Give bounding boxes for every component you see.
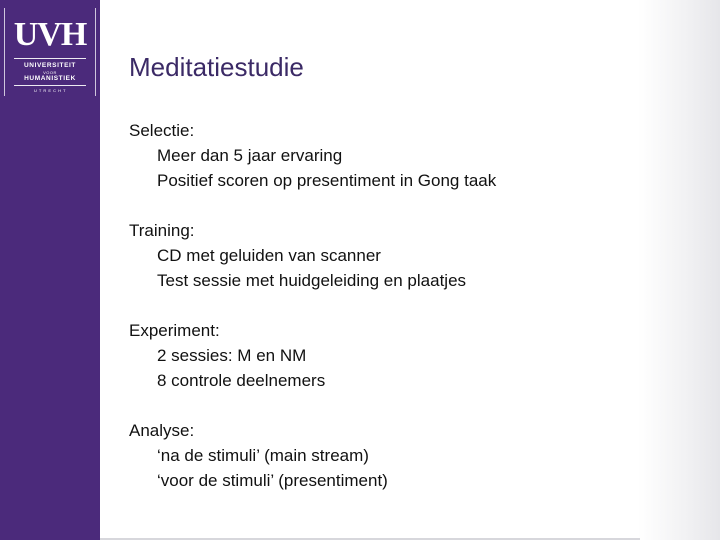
- section-analyse: [129, 418, 649, 493]
- section-heading: Training:: [129, 221, 195, 240]
- section-training: [129, 218, 649, 293]
- logo-mark: UVH: [13, 16, 87, 53]
- logo-line-1: UNIVERSITEIT: [24, 62, 76, 69]
- section-item: Positief scoren op presentiment in Gong taak: [157, 171, 497, 190]
- logo-line-2: VOOR: [43, 70, 57, 75]
- right-accent-strip: [638, 0, 720, 540]
- logo-line-3: HUMANISTIEK: [24, 75, 76, 82]
- section-heading: Experiment:: [129, 321, 220, 340]
- slide-content: [129, 118, 649, 518]
- section-item: Test sessie met huidgeleiding en plaatjes: [157, 271, 467, 290]
- section-item: ‘voor de stimuli’ (presentiment): [157, 471, 388, 490]
- section-item: 2 sessies: M en NM: [157, 346, 307, 365]
- university-logo: [4, 8, 96, 100]
- section-item: ‘na de stimuli’ (main stream): [157, 446, 369, 465]
- section-item: 8 controle deelnemers: [157, 371, 326, 390]
- sidebar: [0, 0, 100, 540]
- section-item: CD met geluiden van scanner: [157, 246, 381, 265]
- section-heading: Selectie:: [129, 121, 195, 140]
- section-experiment: [129, 318, 649, 393]
- slide-title: Meditatiestudie: [129, 52, 304, 82]
- section-selectie: [129, 118, 649, 193]
- section-heading: Analyse:: [129, 421, 195, 440]
- logo-divider-top: [14, 58, 86, 59]
- logo-divider-bottom: [14, 85, 86, 86]
- section-item: Meer dan 5 jaar ervaring: [157, 146, 343, 165]
- logo-line-4: U T R E C H T: [33, 88, 67, 93]
